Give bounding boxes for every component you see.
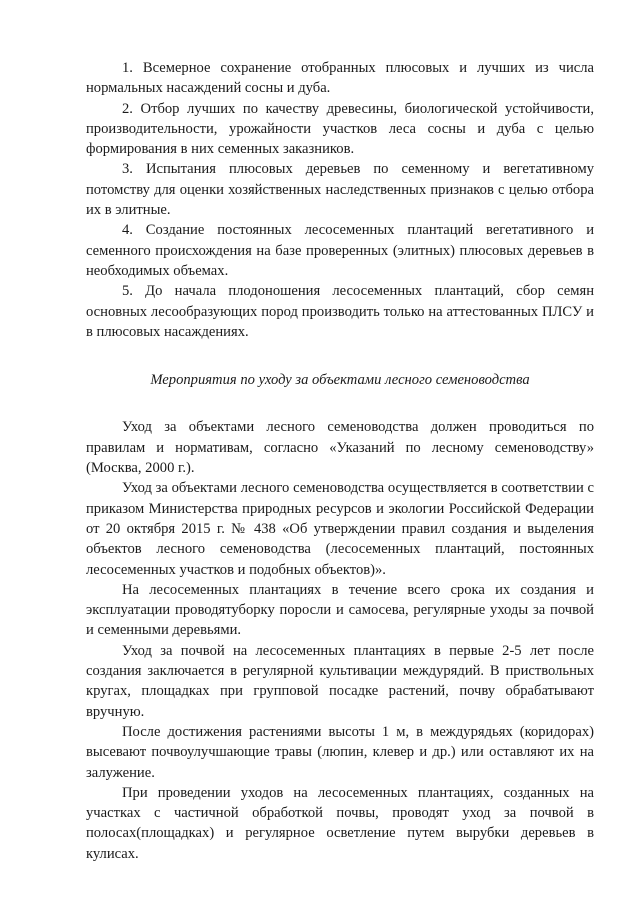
measures-list <box>86 58 594 342</box>
paragraph: Уход за объектами лесного семеноводства осуществляется в соответствии с приказом Министерства природных ресурсов и экологии Российской Федерации от 20 октября 2015 г. № 438 «Об утверждении правил создания и выделения объектов лесного семеноводства (лесосеменных плантаций, постоянных лесосеменных участков и подобных объектов)». <box>86 480 594 578</box>
paragraph: На лесосеменных плантациях в течение всего срока их создания и эксплуатации проводятуборку поросли и самосева, регулярные уходы за почвой и семенными деревьями. <box>86 581 594 639</box>
list-item: 1. Всемерное сохранение отобранных плюсовых и лучших из числа нормальных насаждений сосны и дуба. <box>86 60 594 97</box>
paragraph: После достижения растениями высоты 1 м, в междурядьях (коридорах) высевают почвоулучшающие травы (люпин, клевер и др.) или оставляют их на залужение. <box>86 723 594 781</box>
list-item: 2. Отбор лучших по качеству древесины, биологической устойчивости, производительности, урожайности участков леса сосны и дуба с целью формирования в них семенных заказников. <box>86 100 594 158</box>
list-item: 5. До начала плодоношения лесосеменных плантаций, сбор семян основных лесообразующих пород производить только на аттестованных ПЛСУ и в плюсовых насаждениях. <box>86 283 594 340</box>
paragraph: Уход за объектами лесного семеноводства должен проводиться по правилам и нормативам, согласно «Указаний по лесному семеноводству» (Москва, 2000 г.). <box>86 419 594 477</box>
document-page <box>86 58 594 864</box>
paragraph: При проведении уходов на лесосеменных плантациях, созданных на участках с частичной обработкой почвы, проводят уход за почвой в полосах(площадках) и регулярное осветление путем вырубки деревьев в кулисах. <box>86 784 594 862</box>
section-body <box>86 417 594 864</box>
list-item: 4. Создание постоянных лесосеменных плантаций вегетативного и семенного происхождения на базе проверенных (элитных) плюсовых деревьев в необходимых объемах. <box>86 222 594 279</box>
section-heading: Мероприятия по уходу за объектами лесного семеноводства <box>150 372 530 389</box>
paragraph: Уход за почвой на лесосеменных плантациях в первые 2-5 лет после создания заключается в регулярной культивации междурядий. В приствольных кругах, площадках при групповой посадке растений, почву обрабатывают вручную. <box>86 642 594 720</box>
list-item: 3. Испытания плюсовых деревьев по семенному и вегетативному потомству для оценки хозяйственных наследственных признаков с целью отбора их в элитные. <box>86 161 594 219</box>
